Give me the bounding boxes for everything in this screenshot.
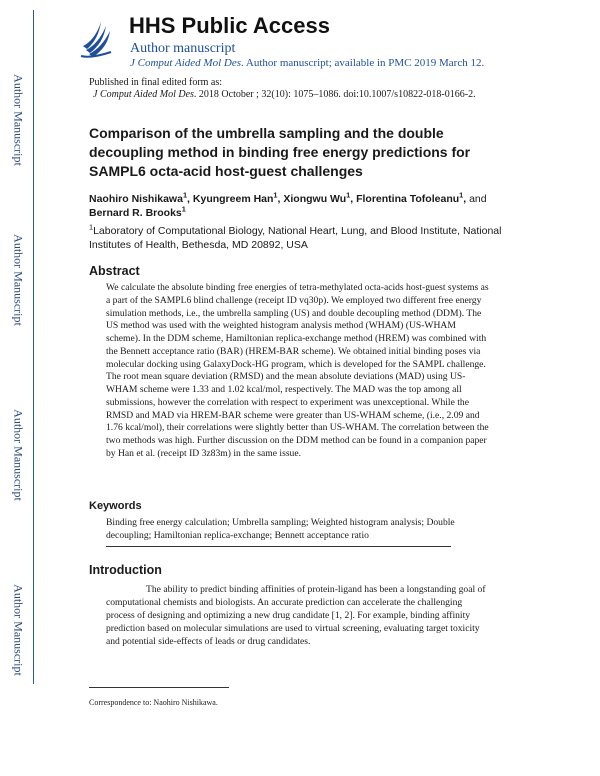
author-manuscript-label: Author manuscript (130, 41, 236, 56)
hhs-eagle-logo-icon (77, 16, 117, 62)
introduction-heading: Introduction (89, 563, 162, 577)
author-name: Kyungreem Han (192, 193, 274, 205)
sidebar-label-2: Author Manuscript (11, 234, 26, 326)
sidebar-label-1: Author Manuscript (11, 74, 26, 166)
author-name: Xiongwu Wu (283, 193, 347, 205)
journal-availability-line: J Comput Aided Mol Des. Author manuscript; available in PMC 2019 March 12. (130, 57, 485, 69)
author-name: Naohiro Nishikawa (89, 193, 183, 205)
author-name: Bernard R. Brooks (89, 207, 182, 219)
journal-citation: J Comput Aided Mol Des. 2018 October ; 32(10): 1075–1086. doi:10.1007/s10822-018-0166-2. (93, 89, 476, 100)
affiliation: $^1$Laboratory of Computational Biology, National Heart, Lung, and Blood Institute, National Institutes of Health, Bethesda, MD 20892, USA (89, 222, 502, 251)
introduction-text: The ability to predict binding affinities of protein-ligand has been a longstanding goal of computational chemists and biologists. An accurate prediction can accelerate the challenging process of designing and optimizing a new drug candidate [1, 2]. For example, binding affinity prediction based on molecular simulations are used to virtual screening, evaluating target toxicity and potential side-effects of leads or drug candidates. (106, 584, 486, 647)
keywords-divider (106, 546, 451, 547)
sidebar-label-4: Author Manuscript (11, 584, 26, 676)
sidebar-rule (33, 10, 34, 684)
abstract-text: We calculate the absolute binding free energies of tetra-methylated octa-acids host-guest systems as a part of the SAMPL6 blind challenge (receipt ID vq30p). We employed two different free energy simulation methods, i.e., the umbrella sampling (US) and double decoupling method (DDM). The US method was used with the weighted histogram analysis method (WHAM) (US-WHAM scheme). In the DDM scheme, Hamiltonian replica-exchange method (HREM) was combined with the Bennett acceptance ratio (BAR) (HREM-BAR scheme). We obtained initial binding poses via molecular docking using GalaxyDock-HG program, which is developed for the SAMPL challenge. The root mean square deviation (RMSD) and the mean absolute deviations (MAD) using US-WHAM scheme were 1.33 and 1.02 kcal/mol, respectively. The MAD was the top among all submissions, however the correlation with respect to experiment was unexceptional. While the RMSD and MAD via HREM-BAR scheme were greater than US-WHAM scheme, (i.e., 2.09 and 1.76 kcal/mol), their correlations were slightly better than US-WHAM. The correlation between the two methods was high. Further discussion on the DDM method can be found in a companion paper by Han et al. (receipt ID 3z83m) in the same issue. (106, 282, 489, 459)
footnote-divider (89, 687, 229, 688)
abstract-heading: Abstract (89, 264, 140, 278)
article-title: Comparison of the umbrella sampling and the double decoupling method in binding free energy predictions for SAMPL6 octa-acid host-guest challenges (89, 125, 471, 179)
keywords-text: Binding free energy calculation; Umbrella sampling; Weighted histogram analysis; Double decoupling; Hamiltonian replica-exchange; Bennett acceptance ratio (106, 517, 455, 541)
author-name: Florentina Tofoleanu (356, 193, 460, 205)
sidebar-label-3: Author Manuscript (11, 409, 26, 501)
published-in-label: Published in final edited form as: (89, 77, 223, 88)
keywords-heading: Keywords (89, 500, 142, 512)
hhs-public-access-title: HHS Public Access (129, 13, 330, 38)
author-list: Naohiro Nishikawa$^1$, Kyungreem Han$^1$, Xiongwu Wu$^1$, Florentina Tofoleanu$^1$, and Bernard R. Brooks$^1$ (89, 190, 487, 219)
correspondence-footnote: Correspondence to: Naohiro Nishikawa. (89, 698, 218, 707)
